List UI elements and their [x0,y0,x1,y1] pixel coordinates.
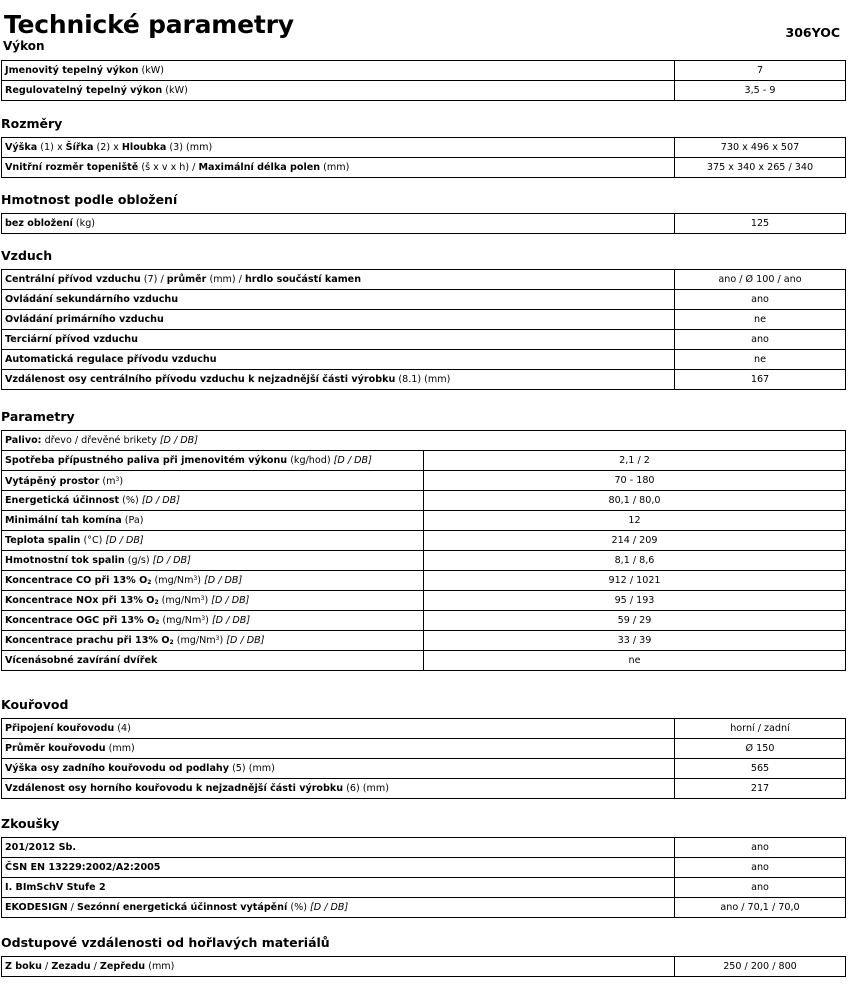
row-label: Teplota spalin (°C) [D / DB] [2,531,424,551]
table-row [2,631,846,651]
section-title-parametry: Parametry [1,409,75,424]
row-value: horní / zadní [675,719,846,739]
row-label: Hmotnostní tok spalin (g/s) [D / DB] [2,551,424,571]
row-value: Ø 150 [675,739,846,759]
row-label: Koncentrace CO při 13% $O_2$ (mg/Nm$^3$) [D / DB] [2,571,424,591]
row-value: 7 [675,61,846,81]
row-value: 95 / 193 [424,591,846,611]
table-row [2,81,846,101]
row-label: Automatická regulace přívodu vzduchu [2,350,675,370]
row-label: Vícenásobné zavírání dvířek [2,651,424,671]
section-title-vzduch: Vzduch [1,248,53,263]
table-vzduch [1,269,846,390]
table-row [2,957,846,977]
table-row [2,370,846,390]
row-label: EKODESIGN / Sezónní energetická účinnost vytápění (%) [D / DB] [2,898,675,918]
row-value: 8,1 / 8,6 [424,551,846,571]
table-row [2,431,846,451]
table-row [2,739,846,759]
row-value: 565 [675,759,846,779]
table-row [2,61,846,81]
table-parametry [1,430,846,671]
row-label: Ovládání primárního vzduchu [2,310,675,330]
row-value: ano / Ø 100 / ano [675,270,846,290]
table-row [2,531,846,551]
row-value: 2,1 / 2 [424,451,846,471]
row-label: Jmenovitý tepelný výkon (kW) [2,61,675,81]
table-row [2,138,846,158]
table-odstup [1,956,846,977]
table-row [2,471,846,491]
row-value: ano / 70,1 / 70,0 [675,898,846,918]
section-title-odstup: Odstupové vzdálenosti od hořlavých materiálů [1,935,330,950]
row-label: Koncentrace NOx při 13% $O_2$ (mg/Nm$^3$) [D / DB] [2,591,424,611]
table-row [2,270,846,290]
row-value: ano [675,838,846,858]
table-zkousky [1,837,846,918]
row-value: 912 / 1021 [424,571,846,591]
row-label: Terciární přívod vzduchu [2,330,675,350]
row-label: Výška osy zadního kouřovodu od podlahy (5) (mm) [2,759,675,779]
row-value: 167 [675,370,846,390]
row-label: Koncentrace prachu při 13% $O_2$ (mg/Nm$^3$) [D / DB] [2,631,424,651]
row-label: bez obložení (kg) [2,214,675,234]
row-value: ne [675,310,846,330]
section-title-rozmery: Rozměry [1,116,63,131]
table-row [2,350,846,370]
row-value: 80,1 / 80,0 [424,491,846,511]
row-label: Připojení kouřovodu (4) [2,719,675,739]
row-label: Centrální přívod vzduchu (7) / průměr (mm) / hrdlo součástí kamen [2,270,675,290]
table-row [2,611,846,631]
row-value: ne [675,350,846,370]
row-value: 59 / 29 [424,611,846,631]
row-value: 217 [675,779,846,799]
row-label: Spotřeba přípustného paliva při jmenovitém výkonu (kg/hod) [D / DB] [2,451,424,471]
row-label: I. BImSchV Stufe 2 [2,878,675,898]
table-row [2,551,846,571]
row-label: Regulovatelný tepelný výkon (kW) [2,81,675,101]
row-value: ano [675,290,846,310]
section-title-zkousky: Zkoušky [1,816,60,831]
row-label: Vzdálenost osy horního kouřovodu k nejzadnější části výrobku (6) (mm) [2,779,675,799]
table-vykon [1,60,846,101]
row-label: Vytápěný prostor $(m^3)$ [2,471,424,491]
model-code: 306YOC [785,25,840,40]
row-value: ano [675,878,846,898]
table-row [2,491,846,511]
table-row [2,759,846,779]
row-label: Minimální tah komína (Pa) [2,511,424,531]
section-title-hmotnost: Hmotnost podle obložení [1,192,178,207]
row-label: ČSN EN 13229:2002/A2:2005 [2,858,675,878]
row-label: Energetická účinnost (%) [D / DB] [2,491,424,511]
table-row [2,511,846,531]
table-row [2,779,846,799]
table-row [2,719,846,739]
row-value: ne [424,651,846,671]
table-row [2,838,846,858]
table-row [2,591,846,611]
row-value: ano [675,858,846,878]
row-label: 201/2012 Sb. [2,838,675,858]
table-row [2,290,846,310]
table-row [2,158,846,178]
table-row [2,310,846,330]
row-value: 730 x 496 x 507 [675,138,846,158]
row-value: 12 [424,511,846,531]
row-label: Vzdálenost osy centrálního přívodu vzduchu k nejzadnější části výrobku (8.1) (mm) [2,370,675,390]
row-value: 214 / 209 [424,531,846,551]
row-value: 125 [675,214,846,234]
table-row [2,330,846,350]
section-title-vykon: Výkon [3,39,45,53]
row-label: Výška (1) x Šířka (2) x Hloubka (3) (mm) [2,138,675,158]
table-row [2,571,846,591]
table-row [2,878,846,898]
table-kourovod [1,718,846,799]
table-rozmery [1,137,846,178]
table-hmotnost [1,213,846,234]
page-title: Technické parametry [4,10,294,39]
row-value: ano [675,330,846,350]
table-row [2,451,846,471]
row-value: 70 - 180 [424,471,846,491]
row-label: Průměr kouřovodu (mm) [2,739,675,759]
row-label: Z boku / Zezadu / Zepředu (mm) [2,957,675,977]
row-label: Palivo: dřevo / dřevěné brikety [D / DB] [2,431,846,451]
row-label: Ovládání sekundárního vzduchu [2,290,675,310]
row-value: 250 / 200 / 800 [675,957,846,977]
table-row [2,214,846,234]
row-value: 375 x 340 x 265 / 340 [675,158,846,178]
table-row [2,651,846,671]
row-label: Vnitřní rozměr topeniště (š x v x h) / Maximální délka polen (mm) [2,158,675,178]
table-row [2,898,846,918]
table-row [2,858,846,878]
row-label: Koncentrace OGC při 13% $O_2$ (mg/Nm$^3$) [D / DB] [2,611,424,631]
row-value: 3,5 - 9 [675,81,846,101]
row-value: 33 / 39 [424,631,846,651]
section-title-kourovod: Kouřovod [1,697,69,712]
